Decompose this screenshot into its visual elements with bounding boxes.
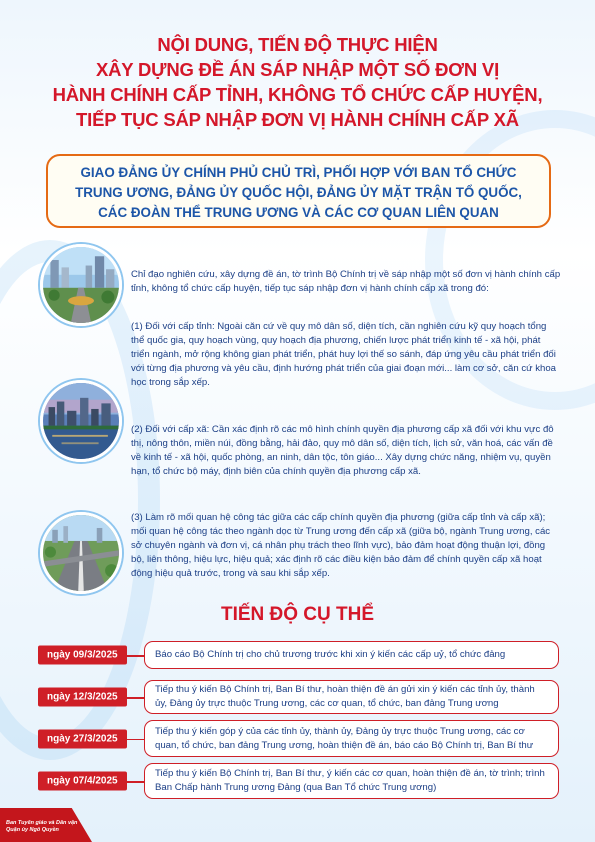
page-title — [20, 32, 575, 132]
schedule-title: TIẾN ĐỘ CỤ THỂ — [220, 604, 375, 625]
schedule-text-content: Tiếp thu ý kiến Bộ Chính trị, Ban Bí thư, ý kiến các cơ quan, hoàn thiện đề án, tờ trình; trình Ban Chấp hành Trung ương Đảng (qua Ban Tổ chức Trung ương) — [155, 768, 545, 793]
commune-level-paragraph: (2) Đối với cấp xã: Cần xác định rõ các mô hình chính quyền địa phương cấp xã đối với khu vực đô thị, nông thôn, miền núi, đồng bằng, hải đảo, quy mô dân số, diện tích, lịch sử, văn hoá, các vấn đề về kinh tế - xã hội, quốc phòng, an ninh, dân tộc, tôn giáo... Xây dựng chức năng, nhiệm vụ, quyền hạn, tổ chức bộ máy, định biên của chính quyền địa phương cấp xã. — [131, 424, 554, 477]
title-line: HÀNH CHÍNH CẤP TỈNH, KHÔNG TỔ CHỨC CẤP HUYỆN, — [52, 84, 543, 105]
title-line: NỘI DUNG, TIẾN ĐỘ THỰC HIỆN — [157, 34, 438, 55]
schedule-text — [144, 641, 559, 669]
intro-paragraph: Chỉ đạo nghiên cứu, xây dựng đề án, tờ trình Bộ Chính trị về sáp nhập một số đơn vị hành chính cấp tỉnh, không tổ chức cấp huyện, tiếp tục sáp nhập đơn vị hành chính cấp xã trong đó: — [131, 269, 561, 294]
date-badge: ngày 07/4/2025 — [38, 772, 127, 791]
schedule-row — [38, 763, 559, 799]
schedule-text — [144, 680, 559, 714]
title-line: XÂY DỰNG ĐỀ ÁN SÁP NHẬP MỘT SỐ ĐƠN VỊ — [95, 59, 500, 80]
city-highway-photo — [40, 512, 122, 594]
publisher-credit — [6, 820, 86, 834]
date-badge: ngày 09/3/2025 — [38, 646, 127, 665]
schedule-text-content: Tiếp thu ý kiến Bộ Chính trị, Ban Bí thư, hoàn thiện đề án gửi xin ý kiến các tỉnh ủy, thành ủy, Đảng ủy trực thuộc Trung ương, các cơ quan, tổ chức, ban đảng Trung ương — [155, 684, 535, 709]
schedule-text — [144, 720, 559, 757]
city-street-photo — [40, 244, 122, 326]
banner-line: TRUNG ƯƠNG, ĐẢNG ỦY QUỐC HỘI, ĐẢNG ỦY MẶT TRẬN TỔ QUỐC, — [75, 185, 522, 200]
schedule-row — [38, 720, 559, 757]
publisher-line: Ban Tuyên giáo và Dân vận — [6, 820, 78, 826]
publisher-line: Quận ủy Ngô Quyền — [6, 827, 59, 833]
schedule-row — [38, 641, 559, 669]
provincial-level-paragraph: (1) Đối với cấp tỉnh: Ngoài căn cứ về quy mô dân số, diện tích, cần nghiên cứu kỹ quy hoạch tổng thể quốc gia, quy hoạch vùng, quy hoạch địa phương, chiến lược phát triển kinh tế - xã hội, phát triển ngành, mở rộng không gian phát triển, phát huy lợi thế so sánh, đáp ứng yêu cầu phát triển đối với từng địa phương và yêu cầu, định hướng phát triển của giai đoạn mới... làm cơ sở, căn cứ khoa học trong sắp xếp. — [131, 321, 557, 388]
banner-line: CÁC ĐOÀN THỂ TRUNG ƯƠNG VÀ CÁC CƠ QUAN LIÊN QUAN — [98, 205, 499, 220]
assignment-banner — [46, 154, 551, 228]
date-badge: ngày 27/3/2025 — [38, 729, 127, 748]
relations-paragraph: (3) Làm rõ mối quan hệ công tác giữa các cấp chính quyền địa phương (giữa cấp tỉnh và cấp xã); mối quan hệ công tác theo ngành dọc từ Trung ương đến cấp xã (giữa bộ, ngành Trung ương, các sở chuyên ngành và đơn vị, cá nhân phụ trách theo lĩnh vực), bảo đảm hoạt động thuận lợi, đồng bộ, liên thông, hiệu lực, hiệu quả; xác định rõ các điều kiện bảo đảm để chính quyền cấp xã hoạt động hiệu quả trước, trong và sau khi sắp xếp. — [131, 512, 551, 579]
banner-line: GIAO ĐẢNG ỦY CHÍNH PHỦ CHỦ TRÌ, PHỐI HỢP VỚI BAN TỔ CHỨC — [80, 165, 517, 180]
schedule-text-content: Tiếp thu ý kiến góp ý của các tỉnh ủy, thành ủy, Đảng ủy trực thuộc Trung ương, các cơ quan, tổ chức, ban đảng Trung ương, hoàn thiện đề án, báo cáo Bộ Chính trị, Ban Bí thư — [155, 725, 534, 751]
schedule-text — [144, 763, 559, 799]
schedule-row — [38, 680, 559, 714]
date-badge: ngày 12/3/2025 — [38, 688, 127, 707]
title-line: TIẾP TỤC SÁP NHẬP ĐƠN VỊ HÀNH CHÍNH CẤP XÃ — [76, 109, 519, 130]
city-lake-photo — [40, 380, 122, 462]
schedule-text-content: Báo cáo Bộ Chính trị cho chủ trương trước khi xin ý kiến các cấp uỷ, tổ chức đảng — [155, 649, 506, 660]
